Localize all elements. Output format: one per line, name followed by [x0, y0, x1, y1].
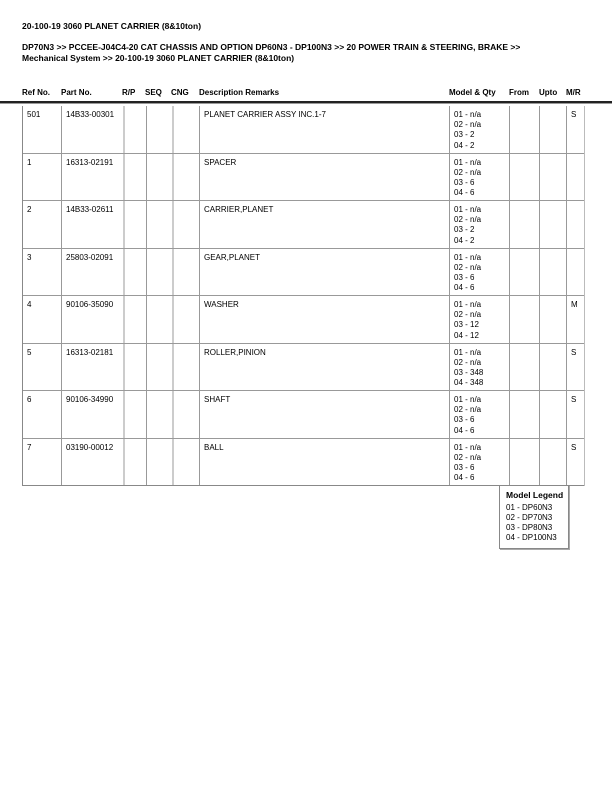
cell-upto: [539, 296, 566, 343]
cell-ref: 3: [27, 252, 32, 262]
cell-rp: [123, 391, 146, 438]
cell-rp: [123, 249, 146, 296]
model-qty-line: 02 - n/a: [454, 357, 482, 367]
header-model-qty: Model & Qty: [449, 88, 496, 97]
cell-part: 14B33-02611: [61, 201, 123, 248]
table-row: [23, 391, 584, 439]
model-qty-line: 03 - 2: [454, 225, 475, 235]
cell-qty: [449, 439, 509, 486]
cell-ref: 1: [27, 157, 32, 167]
cell-from: [509, 249, 539, 296]
model-qty-line: 04 - 2: [454, 140, 475, 150]
model-qty-line: 01 - n/a: [454, 205, 482, 214]
breadcrumb: [22, 42, 592, 63]
legend-item: 01 - DP60N3: [506, 503, 553, 512]
model-qty-line: 01 - n/a: [454, 110, 482, 119]
model-qty-line: 04 - 12: [454, 330, 479, 340]
cell-rp: [123, 296, 146, 343]
model-qty-line: 01 - n/a: [454, 157, 482, 167]
cell-cng: [172, 106, 199, 153]
cell-from: [509, 296, 539, 343]
cell-qty: [449, 249, 509, 296]
cell-upto: [539, 201, 566, 248]
cell-mr: S: [566, 391, 584, 438]
cell-desc: PLANET CARRIER ASSY INC.1-7: [199, 106, 449, 153]
cell-part: 90106-34990: [61, 391, 123, 438]
breadcrumb-line-1: DP70N3 >> PCCEE-J04C4-20 CAT CHASSIS AND OPTION DP60N3 - DP100N3 >> 20 POWER TRAIN & STEERING, BRAKE >>: [22, 42, 521, 52]
cell-from: [509, 201, 539, 248]
legend-item: 02 - DP70N3: [506, 513, 553, 522]
cell-from: [509, 439, 539, 486]
model-qty-line: 01 - n/a: [454, 442, 482, 452]
cell-upto: [539, 106, 566, 153]
table-row: [23, 106, 584, 154]
table-row: [23, 296, 584, 344]
cell-from: [509, 344, 539, 391]
cell-from: [509, 106, 539, 153]
cell-upto: [539, 391, 566, 438]
cell-desc: CARRIER,PLANET: [199, 201, 449, 248]
model-qty-line: 02 - n/a: [454, 310, 482, 320]
model-qty-line: 02 - n/a: [454, 405, 482, 415]
model-qty-line: 01 - n/a: [454, 300, 482, 309]
cell-mr: [566, 201, 584, 248]
cell-cng: [172, 249, 199, 296]
cell-rp: [123, 344, 146, 391]
cell-desc: SPACER: [199, 154, 449, 201]
cell-seq: [146, 106, 172, 153]
model-qty-line: 03 - 6: [454, 415, 475, 425]
cell-mr: M: [566, 296, 584, 343]
cell-upto: [539, 154, 566, 201]
model-qty-line: 02 - n/a: [454, 452, 482, 462]
cell-cng: [172, 201, 199, 248]
model-qty-line: 02 - n/a: [454, 262, 482, 272]
model-qty-line: 01 - n/a: [454, 347, 482, 357]
cell-desc: SHAFT: [199, 391, 449, 438]
cell-desc: GEAR,PLANET: [199, 249, 449, 296]
cell-ref: 4: [27, 300, 32, 309]
table-row: [23, 201, 584, 249]
cell-qty: [449, 296, 509, 343]
cell-upto: [539, 249, 566, 296]
header-from: From: [509, 88, 529, 97]
cell-ref: 5: [27, 347, 32, 357]
cell-ref: 2: [27, 205, 32, 214]
model-qty-line: 03 - 6: [454, 462, 475, 472]
cell-rp: [123, 439, 146, 486]
header-part-no: Part No.: [61, 88, 92, 97]
cell-rp: [123, 201, 146, 248]
model-qty-line: 02 - n/a: [454, 167, 482, 177]
cell-seq: [146, 154, 172, 201]
cell-cng: [172, 439, 199, 486]
model-qty-line: 03 - 12: [454, 320, 479, 330]
cell-desc: BALL: [199, 439, 449, 486]
cell-ref: 7: [27, 442, 32, 452]
cell-cng: [172, 296, 199, 343]
cell-seq: [146, 391, 172, 438]
cell-qty: [449, 391, 509, 438]
cell-part: 90106-35090: [61, 296, 123, 343]
header-ref-no: Ref No.: [22, 88, 50, 97]
cell-upto: [539, 439, 566, 486]
cell-part: 14B33-00301: [61, 106, 123, 153]
parts-table: [22, 106, 585, 486]
model-qty-line: 04 - 348: [454, 378, 484, 388]
table-header: [0, 88, 612, 100]
cell-seq: [146, 344, 172, 391]
model-qty-line: 03 - 6: [454, 177, 475, 187]
cell-desc: WASHER: [199, 296, 449, 343]
model-qty-line: 04 - 6: [454, 188, 475, 198]
header-upto: Upto: [539, 88, 558, 97]
cell-from: [509, 154, 539, 201]
model-qty-line: 04 - 2: [454, 235, 475, 245]
model-qty-line: 04 - 6: [454, 425, 475, 435]
cell-qty: [449, 344, 509, 391]
cell-mr: S: [566, 439, 584, 486]
header-cng: CNG: [171, 88, 189, 97]
model-qty-line: 02 - n/a: [454, 215, 482, 225]
cell-cng: [172, 154, 199, 201]
cell-part: 25803-02091: [61, 249, 123, 296]
cell-seq: [146, 439, 172, 486]
cell-rp: [123, 154, 146, 201]
cell-mr: [566, 154, 584, 201]
model-qty-line: 03 - 2: [454, 130, 475, 140]
model-qty-line: 01 - n/a: [454, 395, 482, 404]
cell-ref: 501: [27, 110, 41, 119]
header-divider: [0, 101, 612, 104]
header-description: Description Remarks: [199, 88, 280, 97]
legend-item: 04 - DP100N3: [506, 533, 557, 542]
cell-cng: [172, 391, 199, 438]
model-legend: [499, 485, 569, 549]
cell-rp: [123, 106, 146, 153]
cell-qty: [449, 201, 509, 248]
header-seq: SEQ: [145, 88, 162, 97]
cell-mr: S: [566, 344, 584, 391]
model-qty-line: 01 - n/a: [454, 252, 482, 262]
cell-part: 16313-02181: [61, 344, 123, 391]
table-row: [23, 439, 584, 487]
header-mr: M/R: [566, 88, 581, 97]
cell-mr: S: [566, 106, 584, 153]
table-row: [23, 249, 584, 297]
table-row: [23, 344, 584, 392]
cell-desc: ROLLER,PINION: [199, 344, 449, 391]
model-qty-line: 04 - 6: [454, 473, 475, 483]
cell-upto: [539, 344, 566, 391]
cell-seq: [146, 249, 172, 296]
cell-qty: [449, 154, 509, 201]
legend-title: Model Legend: [506, 490, 564, 500]
cell-mr: [566, 249, 584, 296]
model-qty-line: 03 - 348: [454, 367, 484, 377]
header-rp: R/P: [122, 88, 136, 97]
cell-seq: [146, 296, 172, 343]
cell-cng: [172, 344, 199, 391]
cell-qty: [449, 106, 509, 153]
cell-part: 16313-02191: [61, 154, 123, 201]
cell-part: 03190-00012: [61, 439, 123, 486]
page-title: 20-100-19 3060 PLANET CARRIER (8&10ton): [22, 21, 202, 31]
model-qty-line: 03 - 6: [454, 272, 475, 282]
cell-from: [509, 391, 539, 438]
breadcrumb-line-2: Mechanical System >> 20-100-19 3060 PLANET CARRIER (8&10ton): [22, 52, 295, 63]
legend-item: 03 - DP80N3: [506, 523, 553, 532]
cell-ref: 6: [27, 395, 32, 404]
table-row: [23, 154, 584, 202]
model-qty-line: 04 - 6: [454, 283, 475, 293]
model-qty-line: 02 - n/a: [454, 120, 482, 130]
cell-seq: [146, 201, 172, 248]
